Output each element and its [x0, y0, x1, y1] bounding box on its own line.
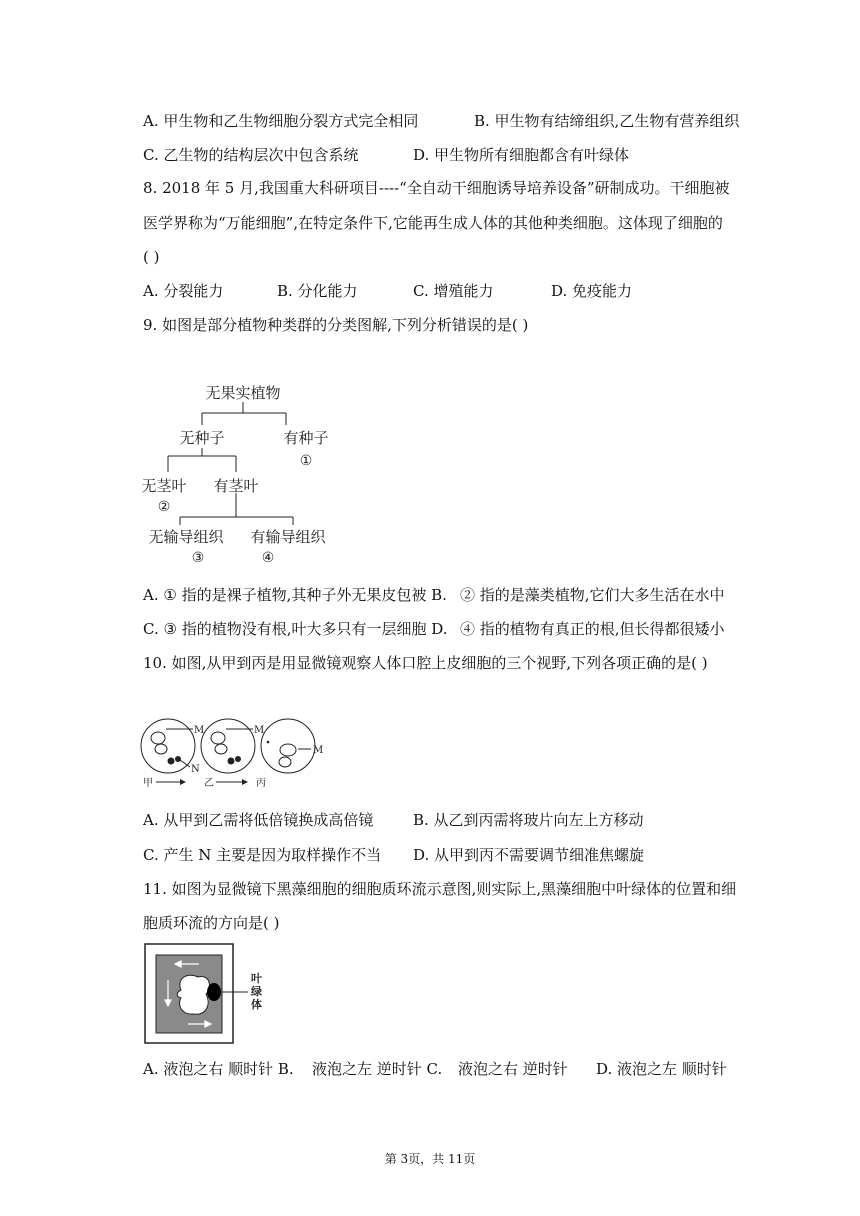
q8-option-b: B. 分化能力: [277, 282, 358, 300]
chloroplast-label-1: 叶: [251, 972, 262, 985]
q9-classification-diagram: [138, 380, 348, 580]
diagram-stem-leaf-label: 有茎叶: [213, 477, 259, 495]
field-label-m3: M: [313, 745, 324, 756]
q11-cell-diagram: [143, 942, 273, 1045]
q9-option-d: ④ 指的植物有真正的根,但长得都很矮小: [460, 620, 725, 638]
diagram-marker-3: ③: [191, 550, 205, 566]
q7-option-c: C. 乙生物的结构层次中包含系统: [143, 146, 359, 164]
field-label-yi: 乙: [204, 778, 214, 789]
field-label-n: N: [191, 764, 200, 775]
q10-option-b: B. 从乙到丙需将玻片向左上方移动: [413, 811, 644, 829]
q9-option-b: ② 指的是藻类植物,它们大多生活在水中: [460, 586, 725, 604]
field-label-m1: M: [194, 725, 205, 736]
q10-option-a: A. 从甲到乙需将低倍镜换成高倍镜: [143, 811, 374, 829]
field-label-m2: M: [254, 725, 265, 736]
q8-option-d: D. 免疫能力: [551, 282, 633, 300]
field-label-bing: 丙: [256, 778, 266, 789]
diagram-no-stem-leaf-label: 无茎叶: [141, 477, 187, 495]
diagram-root-label: 无果实植物: [205, 384, 281, 402]
diagram-marker-4: ④: [261, 550, 275, 566]
q8-stem-line3: ( ): [143, 248, 160, 266]
q8-stem-line2: 医学界称为“万能细胞”,在特定条件下,它能再生成人体的其他种类细胞。这体现了细胞的: [143, 214, 723, 232]
page-footer: 第 3页，共 11页: [384, 1152, 476, 1166]
diagram-no-seed-label: 无种子: [179, 429, 225, 447]
q11-stem-line1: 11. 如图为显微镜下黑藻细胞的细胞质环流示意图,则实际上,黑藻细胞中叶绿体的位置和细: [143, 880, 737, 898]
diagram-marker-2: ②: [157, 499, 171, 515]
q9-stem: 9. 如图是部分植物种类群的分类图解,下列分析错误的是( ): [143, 316, 529, 334]
q10-stem: 10. 如图,从甲到丙是用显微镜观察人体口腔上皮细胞的三个视野,下列各项正确的是( ): [143, 654, 708, 672]
q11-option-a: A. 液泡之右 顺时针 B.: [143, 1060, 294, 1078]
q11-option-d: D. 液泡之左 顺时针: [596, 1060, 727, 1078]
q8-stem-line1: 8. 2018 年 5 月,我国重大科研项目----“全自动干细胞诱导培养设备”研制成功。干细胞被: [143, 179, 730, 197]
q10-option-c: C. 产生 N 主要是因为取样操作不当: [143, 846, 382, 864]
q10-microscope-fields: [138, 712, 338, 792]
chloroplast-label-2: 绿: [251, 985, 262, 998]
field-label-jia: 甲: [143, 778, 153, 789]
q8-option-a: A. 分裂能力: [143, 282, 224, 300]
diagram-no-vascular-label: 无输导组织: [148, 528, 224, 546]
q9-option-c: C. ③ 指的植物没有根,叶大多只有一层细胞 D.: [143, 620, 448, 638]
q11-stem-line2: 胞质环流的方向是( ): [143, 914, 280, 932]
diagram-seed-label: 有种子: [283, 429, 329, 447]
diagram-marker-1: ①: [299, 453, 313, 469]
q10-option-d: D. 从甲到丙不需要调节细准焦螺旋: [413, 846, 645, 864]
q11-option-b: 液泡之左 逆时针 C.: [312, 1060, 443, 1078]
q11-option-c: 液泡之右 逆时针: [458, 1060, 568, 1078]
q9-option-a: A. ① 指的是裸子植物,其种子外无果皮包被 B.: [143, 586, 447, 604]
chloroplast-label-3: 体: [251, 998, 262, 1011]
q7-option-b: B. 甲生物有结缔组织,乙生物有营养组织: [474, 112, 740, 130]
q8-option-c: C. 增殖能力: [413, 282, 494, 300]
q7-option-a: A. 甲生物和乙生物细胞分裂方式完全相同: [143, 112, 419, 130]
diagram-vascular-label: 有输导组织: [250, 528, 326, 546]
q7-option-d: D. 甲生物所有细胞都含有叶绿体: [413, 146, 630, 164]
